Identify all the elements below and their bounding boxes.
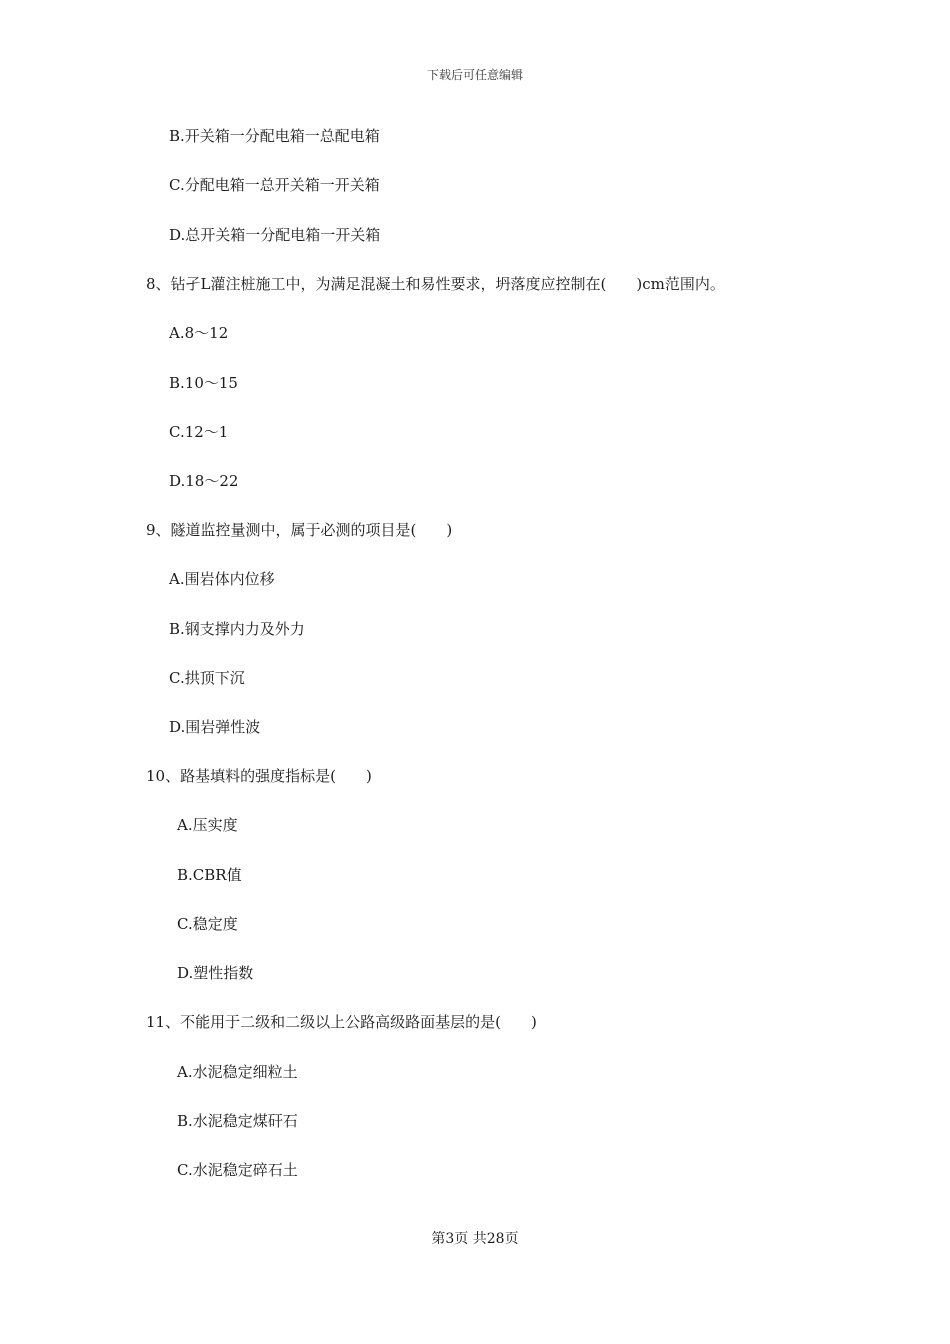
option-d-prev: D.总开关箱一分配电箱一开关箱	[169, 226, 381, 244]
question-10-option-b: B.CBR值	[177, 866, 242, 884]
question-10-option-d: D.塑性指数	[177, 964, 254, 982]
question-9-option-b: B.钢支撑内力及外力	[169, 620, 305, 638]
question-9-option-a: A.围岩体内位移	[169, 570, 275, 588]
question-10-option-c: C.稳定度	[177, 915, 238, 933]
question-8-option-a: A.8～12	[169, 324, 229, 342]
option-c-prev: C.分配电箱一总开关箱一开关箱	[169, 176, 380, 194]
question-9-option-c: C.拱顶下沉	[169, 669, 245, 687]
question-11-option-a: A.水泥稳定细粒土	[177, 1063, 298, 1081]
question-8-option-d: D.18～22	[169, 472, 239, 490]
question-9-stem: 9、隧道监控量测中，属于必测的项目是( )	[146, 521, 453, 539]
question-8-stem: 8、钻孑L灌注桩施工中，为满足混凝土和易性要求，坍落度应控制在( )cm范围内。	[146, 275, 725, 293]
question-10-option-a: A.压实度	[177, 816, 238, 834]
option-b-prev: B.开关箱一分配电箱一总配电箱	[169, 127, 380, 145]
question-11-option-b: B.水泥稳定煤矸石	[177, 1112, 298, 1130]
header-note: 下载后可任意编辑	[426, 68, 523, 82]
question-9-option-d: D.围岩弹性波	[169, 718, 261, 736]
question-11-option-c: C.水泥稳定碎石土	[177, 1161, 298, 1179]
page-number: 第3页 共28页	[431, 1231, 519, 1247]
question-8-option-c: C.12～1	[169, 423, 229, 441]
question-8-option-b: B.10～15	[169, 374, 238, 392]
question-11-stem: 11、不能用于二级和二级以上公路高级路面基层的是( )	[146, 1013, 537, 1031]
question-10-stem: 10、路基填料的强度指标是( )	[146, 767, 372, 785]
